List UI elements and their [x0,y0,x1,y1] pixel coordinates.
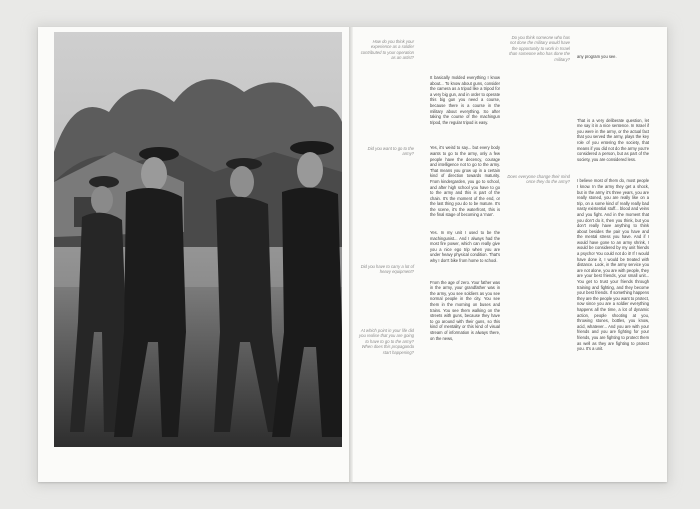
gutter [349,27,353,482]
question-3: Did you have to carry a lot of heavy equipment? [360,264,414,275]
answers-middle-column [430,75,500,346]
answer-5: any program you see. [577,54,617,59]
answer-1: It basically molded everything I know about... To know about guns, consider the camera as a tripod like a tripod for a very big gun, and in order to operate this big gun you need a course, because there is a course in the military about everything. So after taking the course of the machingun tripod, the regular tripod is easy. [430,75,500,125]
question-2: Did you want to go to the army? [367,146,414,157]
question-6: Does everyone change their mind once they do the army? [507,174,570,185]
question-5: Do you think someone who has not done the military would have the opportunity to work in Israel than someone who has done the military? [509,35,570,62]
answer-4: From the age of zero. Your father was in the army, your grandfather was in the army, you see soldiers as you see normal people in the city. You see them in the morning on buses and trains. You see them walking on the streets with guns, because they have to go around with their guns, so this kind of mentality or this kind of visual stream of information is always there, on the news, [430,279,500,341]
answers-right-column [577,54,649,358]
answer-6: That is a very deliberate question, let me say it in a nice sentence. In Israel if you were in the army, or the actual fact that you served the army, plays the key role of you entering the society, that means if you did not do the army you're considered a person, but as part of the society, you are considered less. [577,117,649,162]
soldiers-photo [54,32,342,447]
answer-7: I believe most of them do, most people I know. In the army they get a shock, but in the army it's three years, you are really stoned, you are really like on a trip, on a some kind of really really bad nasty existential stuff... blood and veins and you fight. And in the moment that you don't do it, then you think, but you don't really have anything to think about besides the pair you have and the mental stress you have. And if I would have gone to an army shrink, I would be considered by my unit friends a psycho! You could not do it! If I would have done it, I would be treated with distance. Look, in the army service you are not alone, you are with people, they are your best friends, your small unit... You get to trust your friends through training and fighting, and they become your best friends. If something happens they are the people you want to protect, now since you are a soldier everything happens all the time, a lot of dynamic action, people shooting at you, throwing stones, bottles, you know, acid, whatever... And you are with your friends and you are fighting for your friends, you are fighting to protect them as well as they are fighting to protect you. It's a unit. [577,178,649,352]
question-4: At which point in your life did you realise that you are going to have to go to the army? When does this propaganda start happening? [359,328,414,355]
answer-3: Yes. In my unit I used to be the machingunist... And I always had the most fire power, which can really give you a nice ego trip when you are under heavy physical condition. That's why I don't bike from home to school. [430,230,500,264]
question-1: How do you think your experience as a soldier contributed to your operation as an artist? [360,39,414,61]
answer-2: Yes, it's weird to say... but every body wants to go to the army, only a few people have the decency, courage and intelligence not to go to the army. That means you grow up in a certain kind of direction towards maturity. From kindergarden, you go to school, and after high school you have to go to the army and this is part of the chain. It's the moment of the end, or the last thing you do to be mature. It's the scene, it's the waterfront, this is the final stage of becoming a 'man'. [430,145,500,218]
